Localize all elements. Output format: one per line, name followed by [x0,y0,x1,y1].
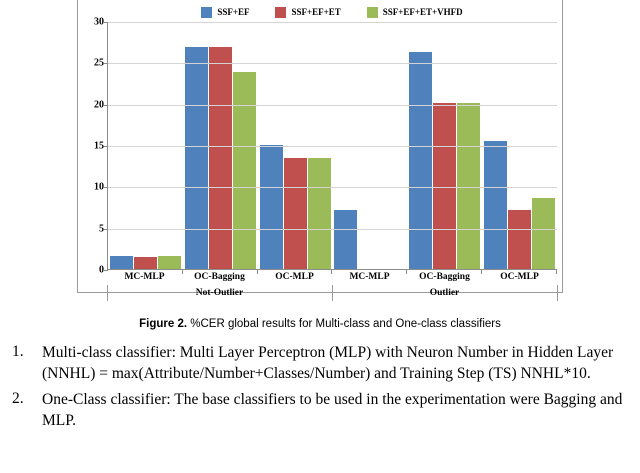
figure-caption-text: %CER global results for Multi-class and One-class classifiers [187,318,501,330]
y-tick-label: 25 [94,57,104,69]
gridline [108,105,557,106]
y-tick-label: 20 [94,99,104,111]
plot-area [107,22,557,270]
x-category-label: OC-Bagging [194,272,245,282]
y-tick-mark [104,229,108,230]
x-group-label: Outlier [429,288,460,298]
x-group-divider [107,285,108,301]
bar [158,256,181,269]
y-tick-mark [104,22,108,23]
bar [284,158,307,269]
bar [209,47,232,269]
legend-item-series-2 [275,7,340,18]
plot-wrapper [77,16,563,276]
bar [508,210,531,269]
legend-swatch-series-2 [275,7,286,18]
gridline [108,22,557,23]
list-item-text: Multi-class classifier: Multi Layer Perceptron (MLP) with Neuron Number in Hidden Layer (NNHL) = max(Attribute/Number+Classes/Number) and Training Step (TS) NNHL*10. [42,344,614,382]
gridline [108,63,557,64]
legend-item-series-1 [201,7,249,18]
bar [110,256,133,269]
x-axis-group-labels [107,288,557,302]
legend-label-series-2: SSF+EF+ET [291,7,341,17]
body-list [8,343,636,437]
gridline [108,187,557,188]
list-item [8,390,636,431]
bar-chart [62,0,582,310]
y-tick-mark [104,146,108,147]
bar [433,103,456,269]
list-item-number: 2. [12,390,24,408]
list-item [8,343,636,384]
y-tick-mark [104,270,108,271]
y-tick-label: 30 [94,16,104,28]
list-item-text: One-Class classifier: The base classifiers to be used in the experimentation were Bagging and MLP. [42,391,623,429]
bar [260,145,283,269]
x-category-label: MC-MLP [124,272,165,282]
chart-legend [122,2,542,22]
figure-caption [0,318,640,330]
gridline [108,229,557,230]
x-group-label: Not-Outlier [195,288,244,298]
y-axis-labels [77,16,107,276]
x-category-label: OC-Bagging [419,272,470,282]
bar [409,52,432,269]
legend-swatch-series-1 [201,7,212,18]
legend-item-series-3 [367,7,463,18]
gridline [108,146,557,147]
figure-caption-prefix: Figure 2. [139,318,188,330]
bar [457,103,480,269]
y-tick-label: 15 [94,140,104,152]
x-axis-category-labels [107,272,557,286]
legend-label-series-3: SSF+EF+ET+VHFD [382,7,463,17]
bar [334,210,357,269]
x-category-label: OC-MLP [275,272,314,282]
bar [233,72,256,269]
y-tick-mark [104,63,108,64]
y-tick-mark [104,187,108,188]
bar [484,141,507,269]
list-item-number: 1. [12,343,24,360]
bar [532,198,555,269]
x-category-label: OC-MLP [500,272,539,282]
y-tick-mark [104,105,108,106]
x-group-divider [557,285,558,301]
legend-label-series-1: SSF+EF [217,7,250,17]
y-tick-label: 10 [94,181,104,193]
legend-swatch-series-3 [367,7,378,18]
y-tick-label: 0 [99,264,104,276]
y-tick-label: 5 [99,223,104,235]
bar [308,158,331,269]
bar [134,257,157,269]
x-category-label: MC-MLP [349,272,390,282]
bar [185,47,208,269]
